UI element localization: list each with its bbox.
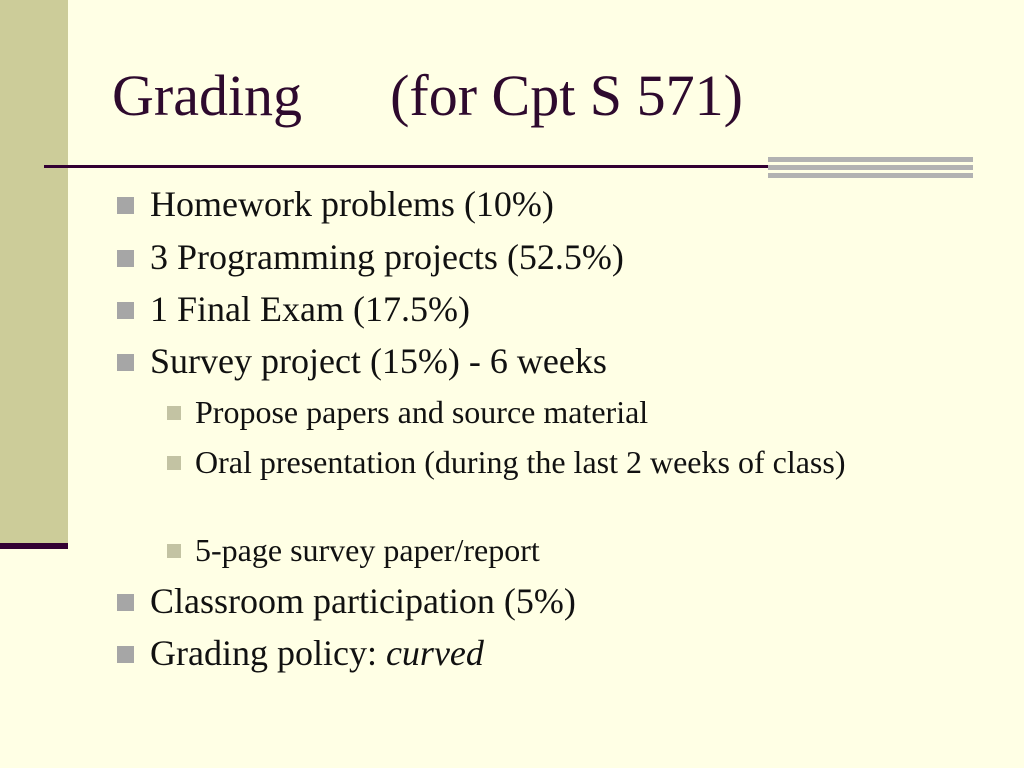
bullet-text: Classroom participation (5%): [150, 581, 576, 621]
square-bullet-icon: [117, 594, 134, 611]
square-bullet-icon: [117, 354, 134, 371]
bullet-item: [150, 289, 470, 329]
policy-value: curved: [385, 633, 484, 673]
sub-bullet-text: Oral presentation (during the last 2 weeks of class): [195, 444, 846, 480]
square-sub-bullet-icon: [167, 456, 181, 470]
square-bullet-icon: [117, 197, 134, 214]
bullet-item: [150, 341, 607, 381]
sub-bullet-text: Propose papers and source material: [195, 394, 649, 430]
title-main: Grading: [112, 63, 303, 128]
bullet-text: 3 Programming projects (52.5%): [150, 237, 624, 277]
square-bullet-icon: [117, 302, 134, 319]
square-sub-bullet-icon: [167, 544, 181, 558]
bullet-item: [150, 184, 554, 224]
title-sub: (for Cpt S 571): [390, 63, 743, 128]
bullet-text: 1 Final Exam (17.5%): [150, 289, 470, 329]
bullet-text: Homework problems (10%): [150, 184, 554, 224]
bullet-item-policy: [150, 633, 484, 673]
sub-bullet-text: 5-page survey paper/report: [195, 532, 540, 568]
bullet-item: [150, 581, 576, 621]
sub-bullet-item: [195, 393, 648, 431]
sub-bullet-item: [195, 531, 540, 569]
policy-label: Grading policy:: [150, 633, 386, 673]
sub-bullet-item: [195, 443, 935, 481]
bullet-text: Survey project (15%) - 6 weeks: [150, 341, 607, 381]
square-bullet-icon: [117, 646, 134, 663]
square-sub-bullet-icon: [167, 406, 181, 420]
square-bullet-icon: [117, 250, 134, 267]
bullet-item: [150, 237, 624, 277]
